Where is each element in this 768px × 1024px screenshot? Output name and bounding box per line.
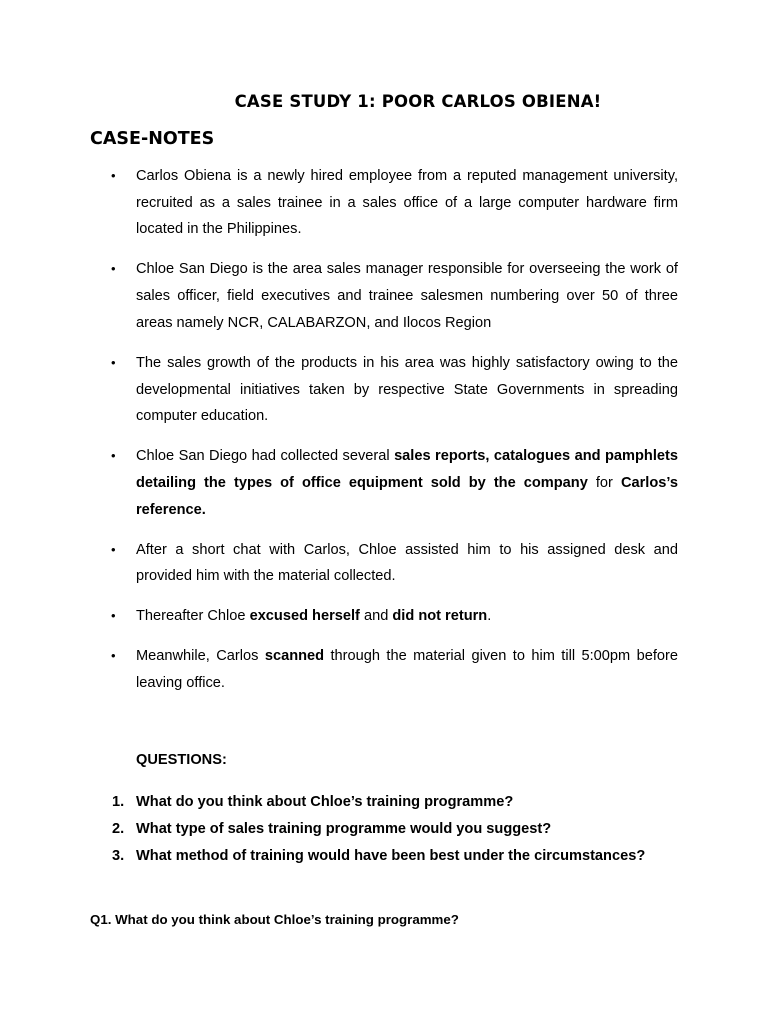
text-segment: After a short chat with Carlos, Chloe assisted him to his assigned desk and provided him with the material collected. bbox=[136, 541, 678, 585]
question-text: What method of training would have been best under the circumstances? bbox=[136, 848, 646, 864]
bold-text: did not return bbox=[392, 608, 488, 625]
question-number: 2. bbox=[112, 821, 125, 837]
bullet-text bbox=[136, 261, 678, 330]
bold-text: Carlos’s reference. bbox=[136, 474, 678, 518]
list-item bbox=[90, 537, 678, 590]
text-segment: Chloe San Diego had collected several bbox=[136, 448, 395, 465]
text-segment: Carlos Obiena is a newly hired employee from a reputed management university, recruited as a sales trainee in a sales office of a large computer hardware firm located in the Philippines. bbox=[136, 168, 678, 238]
question-number: 3. bbox=[112, 848, 125, 864]
bullet-icon: • bbox=[111, 541, 116, 557]
text-segment: The sales growth of the products in his area was highly satisfactory owing to the developmental initiatives taken by respective State Governments in spreading computer education. bbox=[136, 354, 678, 425]
list-item bbox=[90, 256, 678, 336]
bold-text: scanned bbox=[264, 648, 325, 665]
bullet-icon: • bbox=[111, 608, 116, 624]
bullet-icon: • bbox=[111, 354, 116, 370]
q1-heading: Q1. What do you think about Chloe’s training programme? bbox=[90, 912, 459, 927]
text-segment: . bbox=[487, 608, 492, 625]
bullet-icon: • bbox=[111, 448, 116, 464]
bold-text: excused herself bbox=[249, 608, 360, 625]
bullet-icon: • bbox=[111, 261, 116, 277]
list-item bbox=[90, 443, 678, 523]
bullet-icon: • bbox=[111, 648, 116, 664]
text-segment: Thereafter Chloe bbox=[136, 608, 250, 625]
question-number: 1. bbox=[112, 794, 125, 810]
text-segment: Meanwhile, Carlos bbox=[136, 648, 265, 665]
list-item bbox=[90, 163, 678, 243]
text-segment: for bbox=[587, 474, 621, 491]
bullet-text bbox=[136, 542, 678, 585]
bullet-text bbox=[136, 608, 491, 624]
list-item bbox=[90, 603, 678, 630]
list-item bbox=[90, 350, 678, 430]
question-text: What do you think about Chloe’s training programme? bbox=[136, 794, 514, 810]
bullet-text bbox=[136, 168, 678, 237]
bullet-text bbox=[136, 355, 678, 424]
text-segment: Chloe San Diego is the area sales manager responsible for overseeing the work of sales officer, field executives and trainee salesmen numbering over 50 of three areas namely NCR, CALABARZON, and Ilocos Region bbox=[136, 261, 678, 331]
bold-text: sales reports, catalogues and pamphlets detailing the types of office equipment sold by the company bbox=[136, 448, 678, 491]
document-title: CASE STUDY 1: POOR CARLOS OBIENA! bbox=[234, 92, 602, 111]
questions-list bbox=[90, 789, 690, 870]
case-notes-list bbox=[90, 163, 678, 710]
questions-heading: QUESTIONS: bbox=[136, 752, 227, 768]
text-segment: through the material given to him till 5:00pm before leaving office. bbox=[136, 648, 678, 692]
bullet-icon: • bbox=[111, 168, 116, 183]
bullet-text bbox=[136, 448, 678, 517]
question-text: What type of sales training programme would you suggest? bbox=[136, 821, 552, 837]
list-item bbox=[90, 643, 678, 696]
question-item bbox=[90, 816, 690, 843]
question-item bbox=[90, 843, 690, 870]
section-heading: CASE-NOTES bbox=[90, 129, 215, 149]
bullet-text bbox=[136, 648, 678, 691]
text-segment: and bbox=[359, 608, 393, 625]
question-item bbox=[90, 789, 690, 816]
